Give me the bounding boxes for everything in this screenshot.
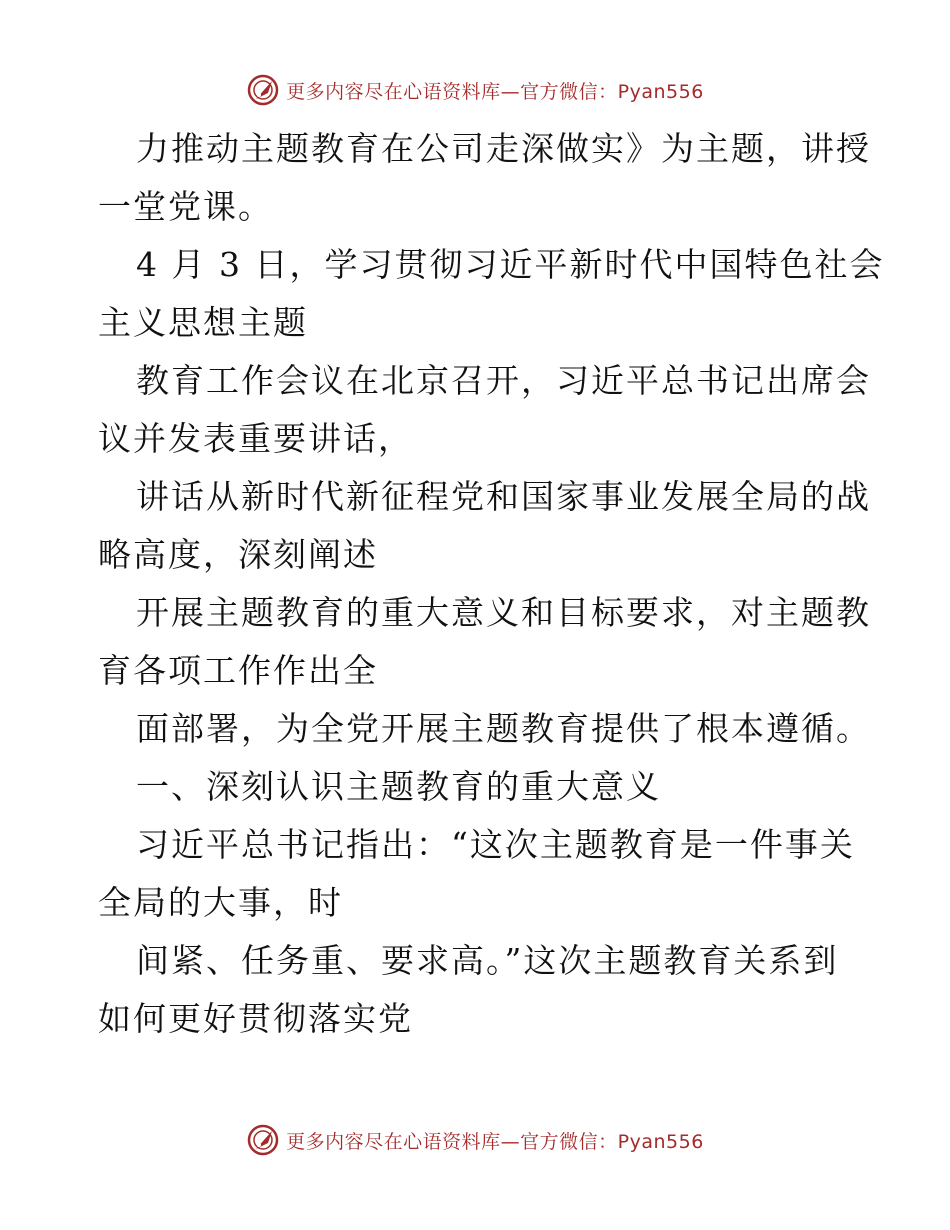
- header-text: 更多内容尽在心语资料库: [286, 80, 501, 103]
- section-heading: 一、深刻认识主题教育的重大意义: [136, 767, 661, 806]
- document-body: [98, 120, 885, 1048]
- paragraph-line: 如何更好贯彻落实党: [98, 999, 413, 1038]
- paragraph-line: 开展主题教育的重大意义和目标要求，对主题教: [136, 593, 871, 632]
- footer-text: 更多内容尽在心语资料库: [286, 1130, 501, 1153]
- paragraph-line: 议并发表重要讲话，: [98, 419, 413, 458]
- footer-dash: —: [500, 1130, 521, 1153]
- paragraph-line: 略高度，深刻阐述: [98, 535, 378, 574]
- header-watermark: [0, 70, 950, 110]
- footer-suffix: 官方微信：Pyan556: [520, 1130, 704, 1153]
- paragraph-line: 全局的大事，时: [98, 883, 343, 922]
- paragraph-line: 教育工作会议在北京召开，习近平总书记出席会: [136, 361, 871, 400]
- footer-watermark: [0, 1120, 950, 1160]
- paragraph-line: 主义思想主题: [98, 303, 308, 342]
- paragraph-line: 育各项工作作出全: [98, 651, 378, 690]
- paragraph-line: 讲话从新时代新征程党和国家事业发展全局的战: [136, 477, 871, 516]
- quill-circle-logo-icon: [246, 73, 280, 107]
- header-suffix: 官方微信：Pyan556: [520, 80, 704, 103]
- quill-circle-logo-icon: [246, 1123, 280, 1157]
- paragraph-line: 间紧、任务重、要求高。”这次主题教育关系到: [136, 941, 839, 980]
- header-dash: —: [500, 80, 521, 103]
- paragraph-line: 习近平总书记指出：“这次主题教育是一件事关: [136, 825, 855, 864]
- paragraph-line: 一堂党课。: [98, 187, 273, 226]
- paragraph-line: 4 月 3 日，学习贯彻习近平新时代中国特色社会: [136, 245, 885, 284]
- paragraph-line: 力推动主题教育在公司走深做实》为主题，讲授: [136, 129, 871, 168]
- paragraph-line: 面部署，为全党开展主题教育提供了根本遵循。: [136, 709, 871, 748]
